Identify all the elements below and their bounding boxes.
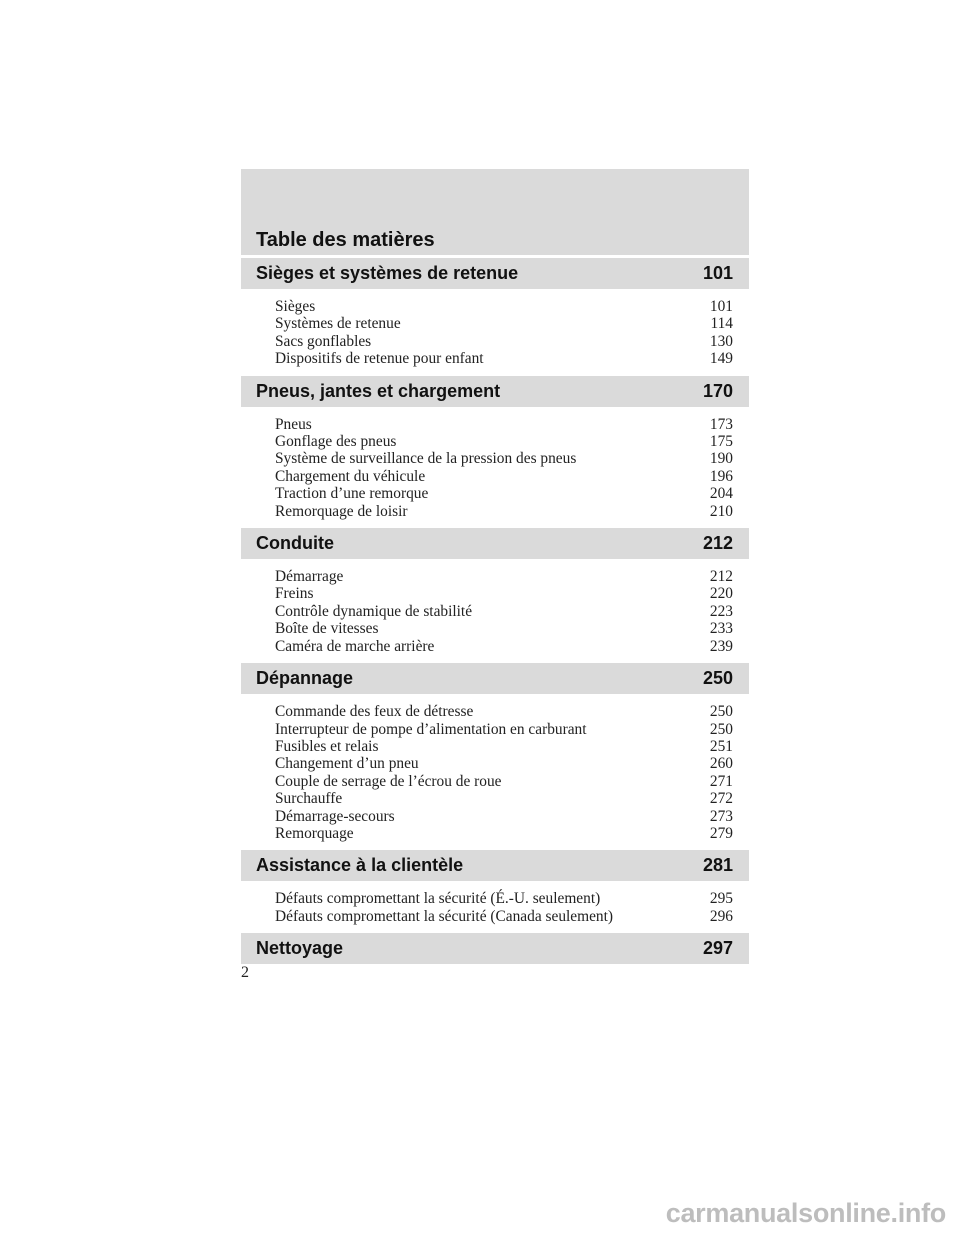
entry-label: Traction d’une remorque [275,485,429,503]
entry-label: Démarrage-secours [275,807,395,825]
entry-page: 233 [709,620,733,638]
toc-entry[interactable] [275,703,733,720]
entry-label: Caméra de marche arrière [275,637,435,655]
section-title: Pneus, jantes et chargement [256,380,501,401]
toc-entry[interactable] [275,890,733,907]
toc-entry[interactable] [275,433,733,450]
toc-entry[interactable] [275,603,733,620]
section-heading[interactable] [241,933,749,964]
entry-page: 101 [709,298,733,315]
table-of-contents [241,169,749,964]
toc-entry[interactable] [275,908,733,925]
entry-label: Boîte de vitesses [275,620,379,638]
entry-label: Système de surveillance de la pression des pneus [275,450,577,468]
toc-entry[interactable] [275,298,733,315]
entry-label: Chargement du véhicule [275,467,426,485]
entry-page: 271 [709,772,733,790]
entry-page: 250 [709,703,733,721]
section-entries [241,881,749,933]
entry-page: 296 [709,907,733,925]
entry-page: 272 [709,790,733,808]
toc-header [241,169,749,258]
entry-page: 196 [709,467,733,485]
toc-entry[interactable] [275,790,733,807]
section-entries [241,289,749,376]
entry-page: 130 [709,332,733,350]
entry-page: 260 [709,755,733,773]
toc-entry[interactable] [275,450,733,467]
entry-page: 212 [709,568,733,586]
toc-entry[interactable] [275,638,733,655]
entry-label: Fusibles et relais [275,737,379,755]
toc-entry[interactable] [275,333,733,350]
entry-page: 149 [709,350,733,368]
entry-page: 279 [709,824,733,842]
entry-page: 273 [709,807,733,825]
entry-label: Remorquage de loisir [275,502,408,520]
toc-entry[interactable] [275,416,733,433]
section-page: 101 [702,263,733,283]
entry-label: Couple de serrage de l’écrou de roue [275,772,502,790]
entry-label: Gonflage des pneus [275,433,397,451]
toc-entry[interactable] [275,350,733,367]
entry-label: Changement d’un pneu [275,755,419,773]
entry-page: 250 [709,720,733,738]
section-page: 212 [702,533,733,554]
section-title: Assistance à la clientèle [256,855,464,876]
toc-entry[interactable] [275,568,733,585]
entry-page: 204 [709,485,733,503]
entry-label: Sièges [275,298,316,315]
toc-entry[interactable] [275,738,733,755]
section-page: 170 [702,380,733,401]
section-title: Nettoyage [256,938,344,959]
section-heading[interactable] [241,850,749,881]
entry-label: Surchauffe [275,790,343,808]
entry-label: Démarrage [275,568,344,586]
entry-page: 210 [709,502,733,520]
section-page: 281 [702,855,733,876]
entry-page: 239 [709,637,733,655]
entry-page: 251 [709,737,733,755]
toc-entry[interactable] [275,755,733,772]
section-entries [241,407,749,528]
entry-label: Commande des feux de détresse [275,703,474,721]
toc-entry[interactable] [275,808,733,825]
entry-label: Systèmes de retenue [275,315,401,333]
toc-entry[interactable] [275,503,733,520]
toc-entry[interactable] [275,825,733,842]
toc-entry[interactable] [275,620,733,637]
entry-label: Freins [275,585,314,603]
section-entries [241,559,749,663]
entry-label: Dispositifs de retenue pour enfant [275,350,484,368]
entry-page: 173 [709,415,733,433]
entry-label: Contrôle dynamique de stabilité [275,602,473,620]
section-page: 297 [702,938,733,959]
toc-entry[interactable] [275,773,733,790]
section-entries [241,694,749,850]
entry-label: Défauts compromettant la sécurité (É.-U. seulement) [275,890,601,908]
entry-page: 223 [709,602,733,620]
entry-page: 190 [709,450,733,468]
section-heading[interactable] [241,258,749,289]
section-title: Conduite [256,533,334,554]
entry-label: Sacs gonflables [275,332,372,350]
section-heading[interactable] [241,528,749,559]
toc-entry[interactable] [275,485,733,502]
entry-page: 220 [709,585,733,603]
page-number: 2 [241,964,249,981]
section-title: Sièges et systèmes de retenue [256,263,519,283]
section-page: 250 [702,668,733,689]
toc-entry[interactable] [275,721,733,738]
watermark-text: carmanualsonline.info [665,1198,946,1228]
entry-page: 175 [709,433,733,451]
entry-label: Remorquage [275,824,354,842]
section-heading[interactable] [241,376,749,407]
entry-label: Défauts compromettant la sécurité (Canada seulement) [275,907,614,925]
section-heading[interactable] [241,663,749,694]
entry-page: 295 [709,890,733,908]
toc-entry[interactable] [275,468,733,485]
section-title: Dépannage [256,668,354,689]
entry-label: Interrupteur de pompe d’alimentation en carburant [275,720,587,738]
toc-entry[interactable] [275,585,733,602]
entry-label: Pneus [275,415,312,433]
toc-entry[interactable] [275,315,733,332]
page-title: Table des matières [256,229,435,251]
entry-page: 114 [710,315,733,333]
